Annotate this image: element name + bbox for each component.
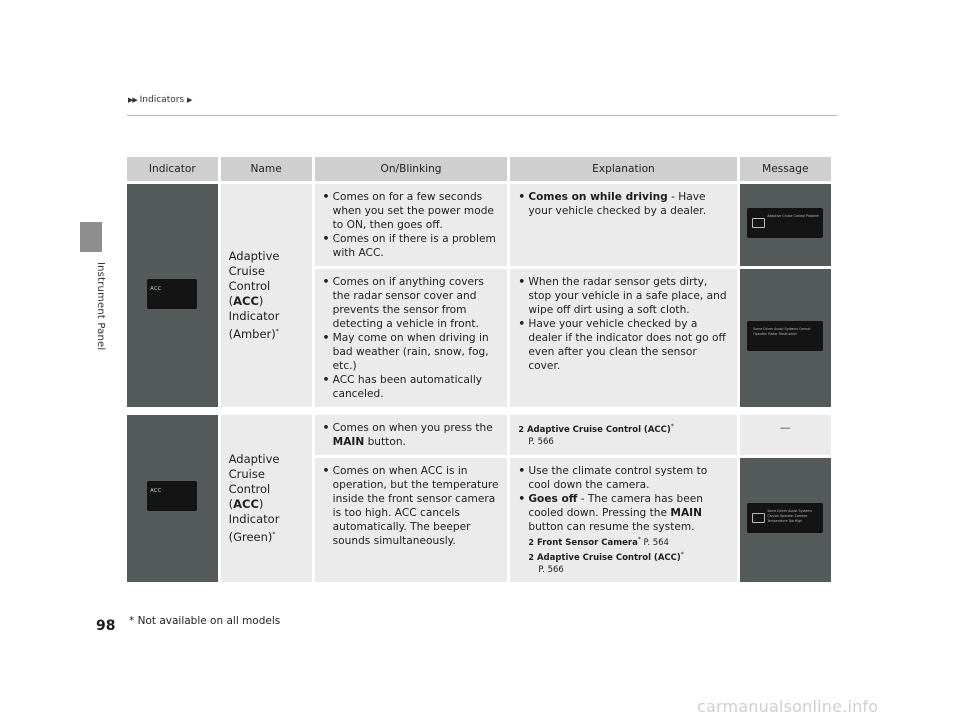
reference-arrow-icon: 2 (528, 552, 534, 562)
message-cell (740, 269, 831, 407)
message-cell: — (740, 415, 831, 455)
explanation-cell (510, 269, 736, 407)
acc-green-indicator-icon: ACC (147, 481, 197, 511)
explanation-cell (510, 415, 736, 455)
explanation-cell (510, 184, 736, 266)
explanation-cell (510, 458, 736, 582)
header-on-blinking: On/Blinking (315, 157, 508, 181)
indicator-cell-green (127, 415, 218, 582)
name-cell-amber: Adaptive Cruise Control (ACC) Indicator (Amber)* (221, 184, 312, 407)
camera-temperature-message-icon: Some Driver Assist Systems Cannot Operate: Camera Temperature Too High (747, 503, 823, 533)
section-tab-marker (80, 222, 102, 252)
reference-arrow-icon: 2 (518, 424, 524, 434)
page-number: 98 (96, 618, 116, 634)
message-cell (740, 458, 831, 582)
on-blinking-cell (315, 415, 508, 455)
list-item: • Comes on if there is a problem with ACC. (323, 232, 500, 260)
name-cell-green: Adaptive Cruise Control (ACC) Indicator (Green)* (221, 415, 312, 582)
table-row (127, 184, 831, 266)
indicator-table (124, 154, 834, 585)
footnote: * Not available on all models (129, 615, 281, 627)
list-item: • Have your vehicle checked by a dealer if the indicator does not go off even after you clean the sensor cover. (518, 317, 728, 373)
breadcrumb-arrow-icon: ▶▶ (128, 96, 137, 104)
list-item: • Comes on when you press the MAIN button. (323, 421, 500, 449)
list-item: • Comes on while driving - Have your vehicle checked by a dealer. (518, 190, 728, 218)
list-item: • Comes on if anything covers the radar sensor cover and prevents the sensor from detecting a vehicle in front. (323, 275, 500, 331)
acc-amber-indicator-icon: ACC (147, 279, 197, 309)
list-item: • ACC has been automatically canceled. (323, 373, 500, 401)
breadcrumb-arrow-icon: ▶ (187, 96, 192, 104)
list-item: • When the radar sensor gets dirty, stop your vehicle in a safe place, and wipe off dirt using a soft cloth. (518, 275, 728, 317)
list-item: • May come on when driving in bad weather (rain, snow, fog, etc.) (323, 331, 500, 373)
list-item: • Goes off - The camera has been cooled down. Pressing the MAIN button can resume the system. (518, 492, 728, 534)
list-item: • Use the climate control system to cool down the camera. (518, 464, 728, 492)
list-item: • Comes on when ACC is in operation, but the temperature inside the front sensor camera is too high. ACC cancels automatically. The beeper sounds simultaneously. (323, 464, 500, 548)
header-indicator: Indicator (127, 157, 218, 181)
list-item: • Comes on for a few seconds when you set the power mode to ON, then goes off. (323, 190, 500, 232)
radar-obstructed-message-icon: Some Driver Assist Systems Cannot Operate: Radar Obstructed (747, 321, 823, 351)
header-rule (127, 115, 837, 116)
table-header-row (127, 157, 831, 181)
cross-reference-link[interactable]: 2 Front Sensor Camera* P. 564 (528, 536, 669, 548)
cross-reference-link[interactable]: 2 Adaptive Cruise Control (ACC)* P. 566 (528, 550, 684, 575)
breadcrumb-label[interactable]: Indicators (139, 95, 185, 105)
section-side-label: Instrument Panel (95, 262, 106, 351)
header-name: Name (221, 157, 312, 181)
cross-reference-link[interactable]: 2 Adaptive Cruise Control (ACC)* P. 566 (518, 423, 674, 447)
watermark: carmanualsonline.info (697, 697, 879, 716)
table-row (127, 415, 831, 455)
on-blinking-cell (315, 184, 508, 266)
reference-arrow-icon: 2 (528, 537, 534, 547)
message-cell (740, 184, 831, 266)
header-message: Message (740, 157, 831, 181)
on-blinking-cell (315, 458, 508, 582)
indicator-cell-amber (127, 184, 218, 407)
acc-problem-message-icon: Adaptive Cruise Control Problem (747, 208, 823, 238)
on-blinking-cell (315, 269, 508, 407)
header-explanation: Explanation (510, 157, 736, 181)
breadcrumb (128, 95, 191, 105)
